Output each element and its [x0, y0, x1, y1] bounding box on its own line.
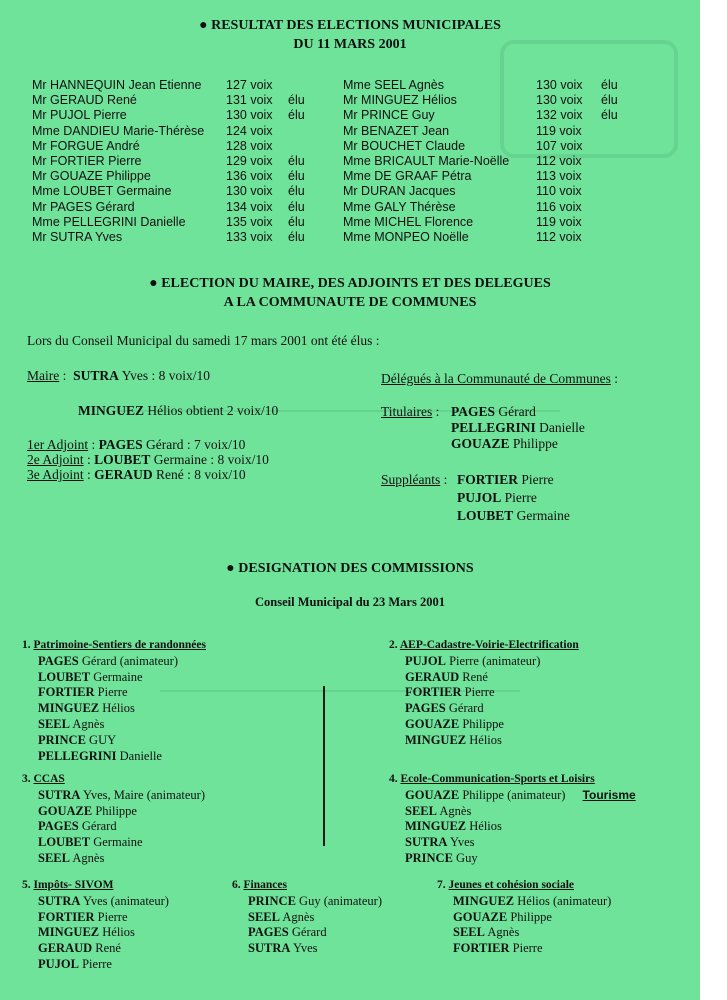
titulaires-label: Titulaires :	[381, 404, 440, 419]
commission-member: PUJOL Pierre (animateur)	[405, 653, 541, 668]
maire-line: Maire : SUTRA Yves : 8 voix/10	[27, 368, 211, 383]
result-row: Mr PUJOL Pierre 130 voix élu	[32, 108, 305, 123]
delegate-name: FORTIER Pierre	[457, 472, 554, 487]
delegate-name: LOUBET Germaine	[457, 508, 570, 523]
result-row: Mme BRICAULT Marie-Noëlle 112 voix	[343, 153, 582, 168]
commission-member: LOUBET Germaine	[38, 669, 143, 684]
result-row: Mr MINGUEZ Hélios 130 voix élu	[343, 93, 618, 108]
commission-ccas: 3. CCAS SUTRA Yves, Maire (animateur) GOUAZE Philippe PAGES Gérard LOUBET Germaine SEEL Agnès	[22, 773, 206, 865]
result-row: Mme GALY Thérèse 116 voix	[343, 199, 582, 214]
commission-member: SEEL Agnès	[248, 909, 315, 924]
result-row: Mme SEEL Agnès 130 voix élu	[343, 78, 618, 92]
commission-member: PRINCE Guy (animateur)	[248, 893, 382, 908]
commission-member: PUJOL Pierre	[38, 956, 112, 971]
result-row: Mr HANNEQUIN Jean Etienne 127 voix	[32, 78, 273, 92]
commission-member: SEEL Agnès	[38, 850, 105, 865]
commission-member: PAGES Gérard (animateur)	[38, 653, 178, 668]
commission-impots: 5. Impôts- SIVOM SUTRA Yves (animateur) FORTIER Pierre MINGUEZ Hélios GERAUD René PUJOL Pierre	[22, 879, 169, 971]
column-divider	[323, 686, 325, 846]
commission-member: PAGES Gérard	[38, 819, 117, 834]
delegate-name: GOUAZE Philippe	[451, 436, 558, 451]
result-row: Mr DURAN Jacques 110 voix	[343, 184, 582, 199]
result-row: Mr PAGES Gérard 134 voix élu	[32, 199, 305, 214]
commission-member: PAGES Gérard	[248, 925, 327, 940]
commission-member: MINGUEZ Hélios	[38, 701, 135, 716]
suppleants-label: Suppléants :	[381, 472, 448, 487]
result-row: Mr FORGUE André 128 voix	[32, 138, 273, 153]
commission-member: SEEL Agnès	[405, 803, 472, 818]
result-row: Mr BENAZET Jean 119 voix	[343, 123, 582, 138]
commission-member: MINGUEZ Hélios	[405, 819, 502, 834]
delegues-title: Délégués à la Communauté de Communes :	[381, 371, 618, 386]
delegate-name: PUJOL Pierre	[457, 490, 537, 505]
result-row: Mme PELLEGRINI Danielle 135 voix élu	[32, 214, 305, 229]
result-row: Mme LOUBET Germaine 130 voix élu	[32, 184, 305, 199]
result-row: Mr SUTRA Yves 133 voix élu	[32, 229, 305, 244]
result-row: Mr BOUCHET Claude 107 voix	[343, 138, 583, 153]
commission-member: FORTIER Pierre	[38, 909, 128, 924]
commission-jeunes: 7. Jeunes et cohésion sociale MINGUEZ Hélios (animateur) GOUAZE Philippe SEEL Agnès FORTIER Pierre	[437, 879, 612, 956]
adjoint-line: 1er Adjoint : PAGES Gérard : 7 voix/10	[27, 437, 246, 452]
result-row: Mme DE GRAAF Pétra 113 voix	[343, 169, 582, 184]
election-intro: Lors du Conseil Municipal du samedi 17 mars 2001 ont été élus :	[27, 333, 380, 348]
commission-member: GOUAZE Philippe	[38, 803, 137, 818]
commission-member: GOUAZE Philippe (animateur) Tourisme	[405, 787, 636, 802]
results-title: ● RESULTAT DES ELECTIONS MUNICIPALES	[199, 18, 501, 33]
commission-member: PRINCE Guy	[405, 850, 478, 865]
bullet-icon: ●	[199, 18, 208, 33]
delegate-name: PELLEGRINI Danielle	[451, 420, 585, 435]
commission-finances: 6. Finances PRINCE Guy (animateur) SEEL Agnès PAGES Gérard SUTRA Yves	[232, 879, 382, 956]
commission-member: GERAUD René	[38, 941, 121, 956]
commission-ecole: 4. Ecole-Communication-Sports et Loisirs GOUAZE Philippe (animateur) Tourisme SEEL Agnès MINGUEZ Hélios SUTRA Yves PRINCE Guy	[389, 773, 636, 865]
results-left-column	[32, 78, 322, 245]
commission-member: GOUAZE Philippe	[453, 909, 552, 924]
commission-member: PELLEGRINI Danielle	[38, 748, 162, 763]
commission-member: SUTRA Yves	[248, 941, 318, 956]
result-row: Mme MONPEO Noëlle 112 voix	[343, 229, 582, 244]
commission-aep: 2. AEP-Cadastre-Voirie-Electrification PUJOL Pierre (animateur) GERAUD René FORTIER Pierre PAGES Gérard GOUAZE Philippe MINGUEZ Hélios	[389, 639, 579, 747]
delegate-name: PAGES Gérard	[451, 404, 536, 419]
commission-member: FORTIER Pierre	[453, 941, 543, 956]
commission-member: MINGUEZ Hélios	[38, 925, 135, 940]
result-row: Mr PRINCE Guy 132 voix élu	[343, 108, 618, 123]
results-right-column	[343, 78, 643, 245]
election-title: ● ELECTION DU MAIRE, DES ADJOINTS ET DES DELEGUES	[149, 276, 551, 291]
commission-member: PRINCE GUY	[38, 732, 117, 747]
tourisme-label: Tourisme	[582, 787, 636, 802]
result-row: Mme MICHEL Florence 119 voix	[343, 214, 582, 229]
commission-member: SUTRA Yves, Maire (animateur)	[38, 787, 206, 802]
commission-member: SEEL Agnès	[453, 925, 520, 940]
commission-member: MINGUEZ Hélios (animateur)	[453, 893, 612, 908]
commission-member: LOUBET Germaine	[38, 835, 143, 850]
results-date: DU 11 MARS 2001	[293, 37, 407, 52]
election-subtitle: A LA COMMUNAUTE DE COMMUNES	[223, 295, 477, 310]
commission-member: SUTRA Yves (animateur)	[38, 893, 169, 908]
commission-member: SEEL Agnès	[38, 716, 105, 731]
commissions-title: ● DESIGNATION DES COMMISSIONS	[226, 561, 474, 576]
result-row: Mr FORTIER Pierre 129 voix élu	[32, 153, 305, 168]
commissions-subtitle: Conseil Municipal du 23 Mars 2001	[255, 595, 445, 609]
adjoint-line: 3e Adjoint : GERAUD René : 8 voix/10	[27, 467, 246, 482]
commission-member: PAGES Gérard	[405, 701, 484, 716]
commission-member: FORTIER Pierre	[405, 685, 495, 700]
commission-member: SUTRA Yves	[405, 835, 475, 850]
result-row: Mr GERAUD René 131 voix élu	[32, 93, 305, 108]
adjoint-line: 2e Adjoint : LOUBET Germaine : 8 voix/10	[27, 452, 269, 467]
bullet-icon: ●	[226, 561, 235, 576]
commission-patrimoine: 1. Patrimoine-Sentiers de randonnées PAGES Gérard (animateur) LOUBET Germaine FORTIER Pierre MINGUEZ Hélios SEEL Agnès PRINCE GUY PELLEGRINI Danielle	[22, 639, 206, 763]
result-row: Mme DANDIEU Marie-Thérèse 124 voix	[32, 123, 273, 138]
commission-member: MINGUEZ Hélios	[405, 732, 502, 747]
minguez-line: MINGUEZ Hélios obtient 2 voix/10	[78, 403, 279, 418]
result-row: Mr GOUAZE Philippe 136 voix élu	[32, 169, 305, 184]
bullet-icon: ●	[149, 276, 158, 291]
commission-member: GERAUD René	[405, 669, 488, 684]
commission-member: GOUAZE Philippe	[405, 716, 504, 731]
commission-member: FORTIER Pierre	[38, 685, 128, 700]
